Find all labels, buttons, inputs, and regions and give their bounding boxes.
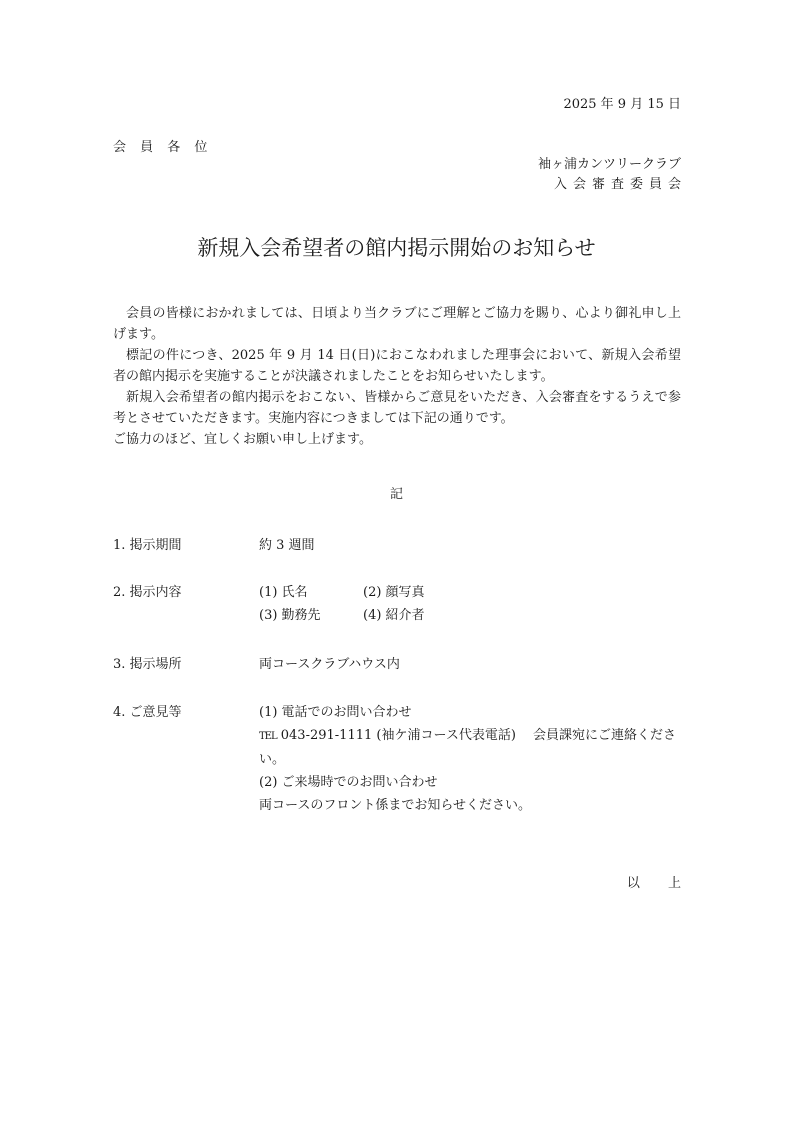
sender-organization: 袖ヶ浦カンツリークラブ bbox=[537, 157, 681, 172]
item-location bbox=[113, 656, 400, 674]
sender-committee: 入会審査委員会 bbox=[553, 177, 687, 192]
tel-text: 043-291-1111 (袖ケ浦コース代表電話) 会員課宛にご連絡くださ bbox=[280, 728, 677, 743]
opinions-line-phone: (1) 電話でのお問い合わせ bbox=[259, 705, 412, 720]
item-opinions bbox=[113, 704, 259, 722]
item-opinions-body bbox=[259, 701, 689, 817]
opinions-line-visit: (2) ご来場時でのお問い合わせ bbox=[259, 775, 438, 790]
body-paragraph-2: 標記の件につき、2025 年 9 月 14 日(日)におこなわれました理事会において、新規入会希望者の館内掲示を実施することが決議されましたことをお知らせいたします。 bbox=[113, 348, 681, 384]
item-period bbox=[113, 537, 315, 555]
item-label: 4. ご意見等 bbox=[113, 705, 182, 720]
item-contents bbox=[113, 584, 259, 602]
item-label: 2. 掲示内容 bbox=[113, 585, 182, 600]
item-value: 両コースクラブハウス内 bbox=[259, 657, 400, 672]
item-label: 1. 掲示期間 bbox=[113, 538, 182, 553]
item-value: 約 3 週間 bbox=[259, 538, 315, 553]
ki-heading: 記 bbox=[389, 487, 403, 502]
contents-sub-item: (3) 勤務先 bbox=[259, 608, 321, 623]
body-paragraph-4: ご協力のほど、宜しくお願い申し上げます。 bbox=[113, 432, 372, 447]
sender-block bbox=[537, 155, 687, 195]
opinions-line-tel bbox=[259, 724, 689, 748]
body-paragraph-1: 会員の皆様におかれましては、日頃より当クラブにご理解とご協力を賜り、心より御礼申し上げます。 bbox=[113, 306, 681, 342]
contents-sub-item: (4) 紹介者 bbox=[363, 608, 425, 623]
document-date: 2025 年 9 月 15 日 bbox=[563, 97, 681, 112]
document-title: 新規入会希望者の館内掲示開始のお知らせ bbox=[197, 236, 596, 260]
contents-sub-item: (1) 氏名 bbox=[259, 585, 308, 600]
opinions-line-tel-cont: い。 bbox=[259, 752, 286, 767]
item-contents-body bbox=[259, 581, 689, 627]
opinions-line-front: 両コースのフロント係までお知らせください。 bbox=[259, 798, 531, 813]
contents-row-1 bbox=[259, 581, 689, 604]
body-text bbox=[113, 303, 681, 450]
closing-mark: 以 上 bbox=[626, 876, 693, 891]
tel-icon: TEL bbox=[259, 731, 277, 742]
body-paragraph-3: 新規入会希望者の館内掲示をおこない、皆様からご意見をいただき、入会審査をするうえで参考とさせていただきます。実施内容につきましては下記の通りです。 bbox=[113, 390, 681, 426]
contents-row-2 bbox=[259, 604, 689, 627]
item-label: 3. 掲示場所 bbox=[113, 657, 182, 672]
contents-sub-item: (2) 顔写真 bbox=[363, 585, 425, 600]
addressee: 会 員 各 位 bbox=[113, 140, 213, 155]
